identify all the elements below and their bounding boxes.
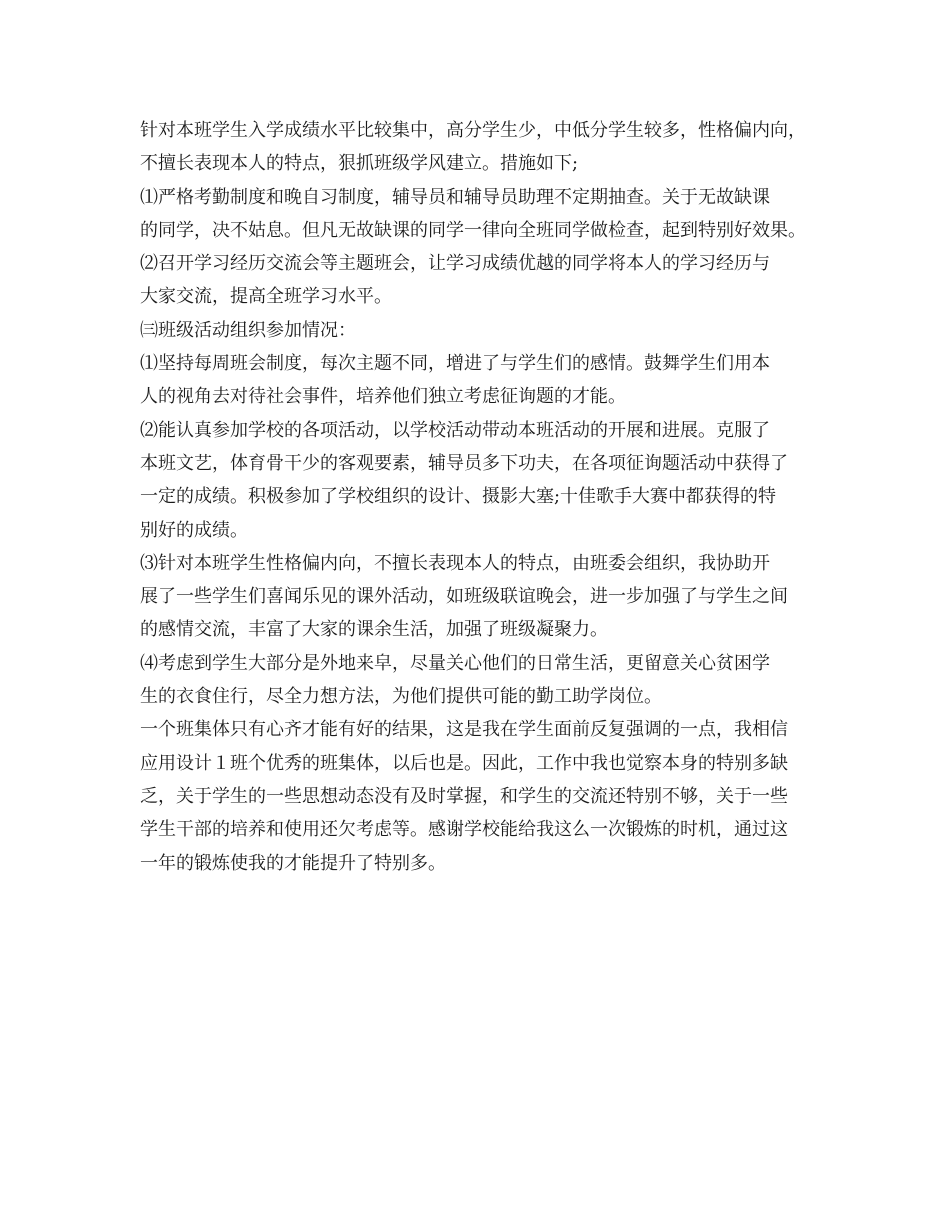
text-line: 一年的锻炼使我的才能提升了特别多。 — [140, 852, 446, 874]
text-line: 大家交流，提高全班学习水平。 — [140, 286, 392, 308]
text-line: ㈢班级活动组织参加情况： — [140, 319, 356, 341]
text-line: ⑵能认真参加学校的各项活动，以学校活动带动本班活动的开展和进展。克服了 — [140, 419, 770, 441]
text-line: 本班文艺，体育骨干少的客观要素，辅导员多下功夫，在各项征询题活动中获得了 — [140, 452, 788, 474]
text-line: 针对本班学生入学成绩水平比较集中，高分学生少，中低分学生较多，性格偏内向， — [140, 120, 806, 141]
text-line: ⑴严格考勤制度和晚自习制度，辅导员和辅导员助理不定期抽查。关于无故缺课 — [140, 186, 770, 208]
text-line: ⑶针对本班学生性格偏内向，不擅长表现本人的特点，由班委会组织，我协助开 — [140, 552, 770, 574]
text-line: 展了一些学生们喜闻乐见的课外活动，如班级联谊晚会，进一步加强了与学生之间 — [140, 586, 788, 608]
text-line: 一定的成绩。积极参加了学校组织的设计、摄影大塞;十佳歌手大赛中都获得的特 — [140, 486, 777, 508]
text-line: ⑴坚持每周班会制度，每次主题不同，增进了与学生们的感情。鼓舞学生们用本 — [140, 353, 770, 375]
text-line: 别好的成绩。 — [140, 519, 248, 541]
section-heading-class-activities — [140, 314, 830, 347]
text-line: 生的衣食住行，尽全力想方法，为他们提供可能的勤工助学岗位。 — [140, 686, 662, 708]
text-line: 的同学，决不姑息。但凡无故缺课的同学一律向全班同学做检查，起到特别好效果。 — [140, 219, 806, 241]
text-line: 的感情交流，丰富了大家的课余生活，加强了班级凝聚力。 — [140, 619, 608, 641]
paragraph-school-activities — [140, 414, 830, 547]
paragraph-study-style-intro — [140, 114, 830, 181]
text-line: 不擅长表现本人的特点，狠抓班级学风建立。措施如下; — [140, 153, 579, 175]
paragraph-conclusion — [140, 713, 830, 879]
text-line: ⑵召开学习经历交流会等主题班会，让学习成绩优越的同学将本人的学习经历与 — [140, 253, 770, 275]
text-line: ⑷考虑到学生大部分是外地来皁，尽量关心他们的日常生活，更留意关心贫困学 — [140, 652, 770, 674]
document-body — [140, 114, 830, 880]
paragraph-extracurricular — [140, 547, 830, 647]
paragraph-attendance-measure — [140, 181, 830, 248]
text-line: 应用设计１班个优秀的班集体，以后也是。因此，工作中我也觉察本身的特别多缺 — [140, 752, 788, 774]
paragraph-student-care — [140, 647, 830, 714]
paragraph-experience-meeting — [140, 247, 830, 314]
paragraph-weekly-meeting — [140, 347, 830, 414]
text-line: 学生干部的培养和使用还欠考虑等。感谢学校能给我这么一次锻炼的时机，通过这 — [140, 819, 788, 841]
text-line: 人的视角去对待社会事件，培养他们独立考虑征询题的才能。 — [140, 386, 626, 408]
text-line: 一个班集体只有心齐才能有好的结果，这是我在学生面前反复强调的一点，我相信 — [140, 719, 788, 741]
text-line: 乏，关于学生的一些思想动态没有及时掌握，和学生的交流还特别不够，关于一些 — [140, 785, 788, 807]
